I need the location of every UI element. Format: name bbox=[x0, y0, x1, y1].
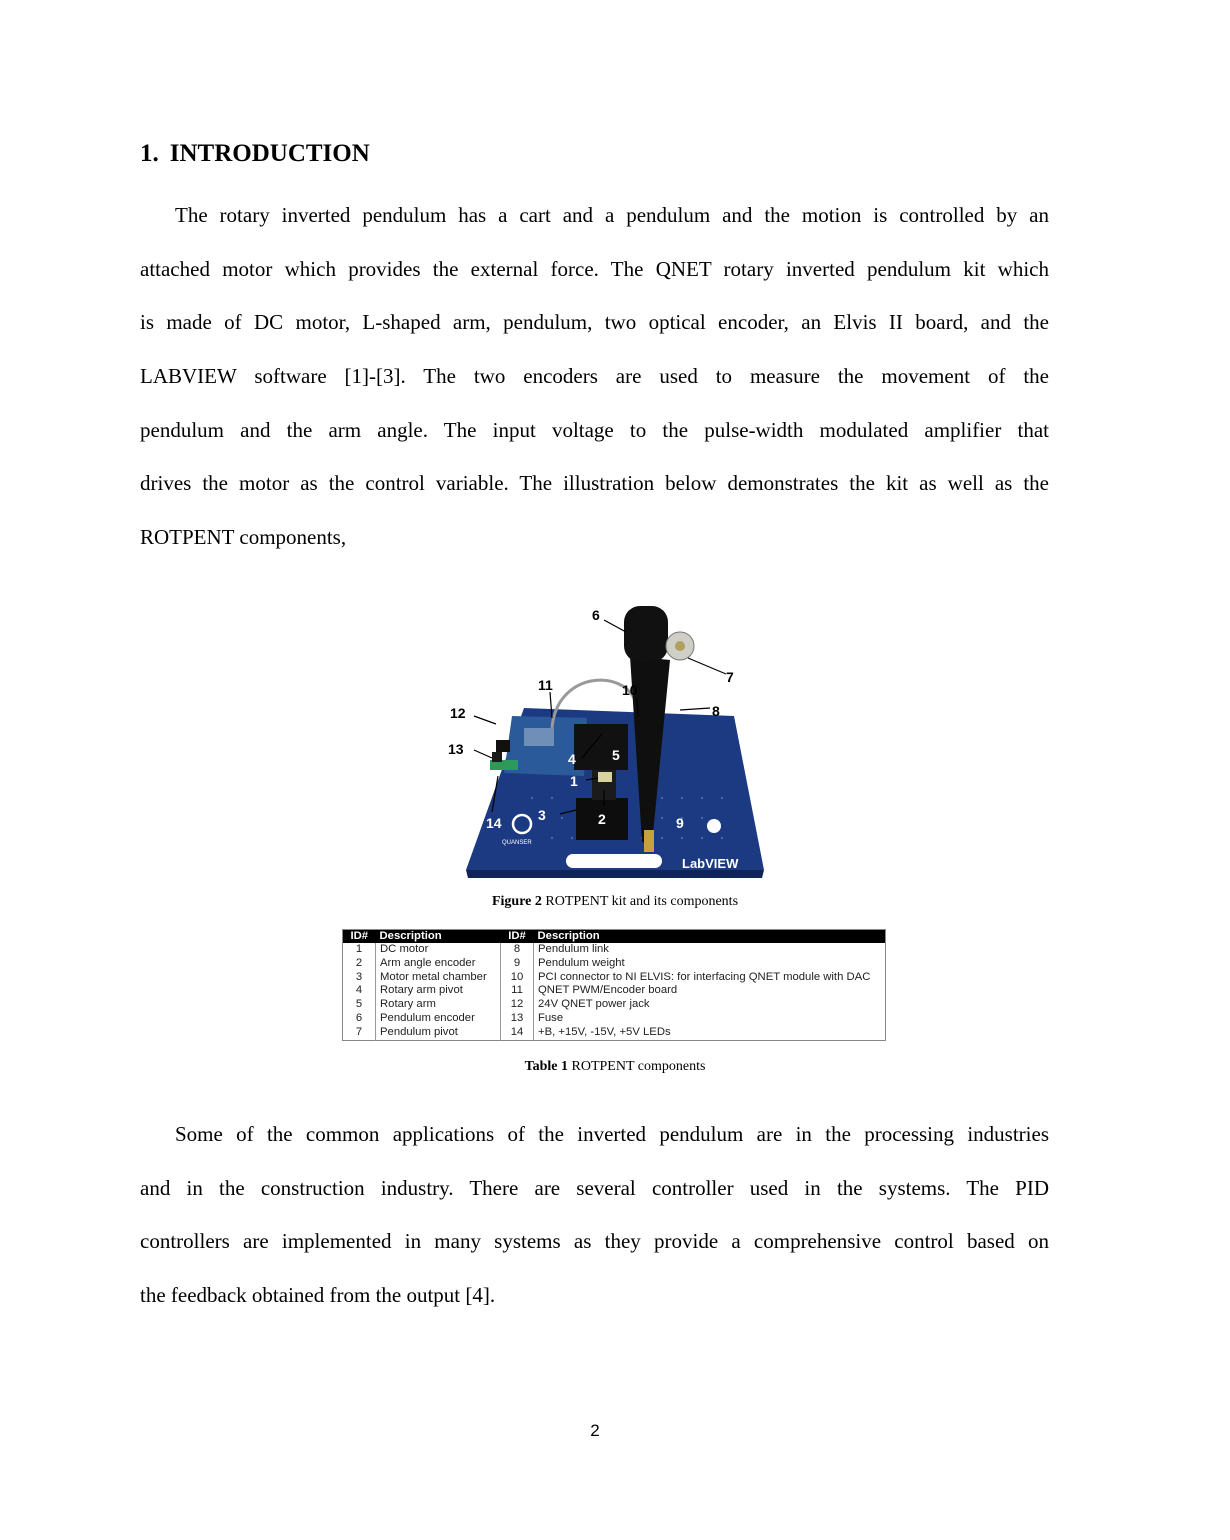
table-cell: Pendulum link bbox=[538, 943, 609, 955]
table-cell: 24V QNET power jack bbox=[538, 998, 650, 1011]
table-cell: 8 bbox=[501, 943, 534, 957]
section-number: 1. bbox=[140, 140, 159, 167]
table-cell: +B, +15V, -15V, +5V LEDs bbox=[538, 1025, 671, 1038]
callout-2: 2 bbox=[598, 811, 606, 827]
encoder-connector bbox=[598, 772, 612, 782]
pcb-chip bbox=[524, 728, 554, 746]
components-table bbox=[342, 929, 886, 1041]
table-caption bbox=[0, 1059, 1230, 1075]
callout-4: 4 bbox=[568, 751, 576, 767]
section-title: INTRODUCTION bbox=[169, 140, 370, 167]
paragraph-line: the feedback obtained from the output [4]. bbox=[140, 1283, 496, 1308]
figure-caption-text: ROTPENT kit and its components bbox=[545, 894, 739, 909]
table-cell: 14 bbox=[501, 1026, 534, 1040]
table-header-row bbox=[343, 930, 886, 944]
table-cell: Pendulum encoder bbox=[376, 1012, 501, 1026]
table-caption-label: Table 1 bbox=[524, 1059, 569, 1074]
pendulum-weight bbox=[644, 830, 654, 852]
paragraph-line: controllers are implemented in many systems as they provide a comprehensive control based on bbox=[140, 1229, 1049, 1254]
table-row bbox=[343, 957, 886, 971]
fuse bbox=[492, 752, 502, 762]
pendulum-encoder bbox=[624, 606, 668, 662]
table-cell: 6 bbox=[343, 1012, 376, 1026]
table-cell: Rotary arm bbox=[376, 998, 501, 1012]
table-cell: 1 bbox=[343, 943, 376, 957]
table-cell: DC motor bbox=[376, 943, 501, 957]
table-cell: Rotary arm pivot bbox=[376, 984, 501, 998]
column-header-description: Description bbox=[534, 930, 886, 944]
callout-14: 14 bbox=[486, 815, 502, 831]
paragraph-line: pendulum and the arm angle. The input voltage to the pulse-width modulated amplifier that bbox=[140, 417, 1049, 442]
table-cell: 4 bbox=[343, 984, 376, 998]
intro-paragraph bbox=[140, 199, 1049, 575]
callout-10: 10 bbox=[622, 682, 638, 698]
table-cell: 10 bbox=[501, 971, 534, 985]
callout-8: 8 bbox=[712, 703, 720, 719]
table-cell: 12 bbox=[501, 998, 534, 1012]
base-plate-edge bbox=[466, 870, 764, 878]
paragraph-line: Some of the common applications of the inverted pendulum are in the processing industries bbox=[175, 1122, 1049, 1146]
table-row bbox=[343, 1026, 886, 1040]
paragraph-line: The rotary inverted pendulum has a cart and a pendulum and the motion is controlled by an bbox=[175, 203, 1049, 227]
rotpent-kit-photo bbox=[448, 598, 770, 884]
callout-1: 1 bbox=[570, 773, 578, 789]
column-header-id: ID# bbox=[501, 930, 534, 944]
table-row bbox=[343, 998, 886, 1012]
table-cell: QNET PWM/Encoder board bbox=[538, 984, 678, 997]
paragraph-line: LABVIEW software [1]-[3]. The two encoders are used to measure the movement of the bbox=[140, 364, 1049, 389]
figure-caption bbox=[0, 894, 1230, 910]
callout-6: 6 bbox=[592, 607, 600, 623]
figure-caption-label: Figure 2 bbox=[491, 894, 542, 909]
paragraph-line: drives the motor as the control variable. The illustration below demonstrates the kit as well as the bbox=[140, 471, 1049, 496]
table-row bbox=[343, 943, 886, 957]
paragraph-line: is made of DC motor, L-shaped arm, pendulum, two optical encoder, an Elvis II board, and the bbox=[140, 310, 1049, 335]
table-cell: Arm angle encoder bbox=[376, 957, 501, 971]
brand-text: QUANSER bbox=[502, 840, 532, 846]
table-cell: Pendulum weight bbox=[538, 956, 625, 969]
callout-11: 11 bbox=[538, 677, 553, 693]
table-cell: Fuse bbox=[538, 1011, 564, 1024]
column-header-id: ID# bbox=[343, 930, 376, 944]
certification-mark bbox=[707, 819, 721, 833]
labview-logo: LabVIEW bbox=[682, 856, 739, 871]
callout-7: 7 bbox=[726, 669, 734, 685]
motor-housing bbox=[574, 724, 628, 770]
section-heading bbox=[140, 140, 370, 168]
table-cell: 2 bbox=[343, 957, 376, 971]
table-cell: 13 bbox=[501, 1012, 534, 1026]
table-cell: PCI connector to NI ELVIS: for interfacing QNET module with DAC bbox=[538, 970, 871, 983]
table-cell: Motor metal chamber bbox=[376, 971, 501, 985]
table-cell: 7 bbox=[343, 1026, 376, 1040]
table-cell: Pendulum pivot bbox=[376, 1026, 501, 1040]
applications-paragraph bbox=[140, 1118, 1049, 1333]
page-number: 2 bbox=[590, 1421, 600, 1440]
label-plate bbox=[566, 854, 662, 868]
paragraph-line: attached motor which provides the external force. The QNET rotary inverted pendulum kit which bbox=[140, 256, 1049, 281]
table-cell: 11 bbox=[501, 984, 534, 998]
callout-12: 12 bbox=[450, 705, 466, 721]
table-row bbox=[343, 1012, 886, 1026]
power-jack bbox=[496, 740, 510, 752]
column-header-description: Description bbox=[376, 930, 501, 944]
table-cell: 9 bbox=[501, 957, 534, 971]
table-row bbox=[343, 971, 886, 985]
table-caption-text: ROTPENT components bbox=[571, 1059, 706, 1074]
callout-9: 9 bbox=[676, 815, 684, 831]
paragraph-line: ROTPENT components, bbox=[140, 525, 347, 550]
callout-5: 5 bbox=[612, 747, 620, 763]
table-cell: 5 bbox=[343, 998, 376, 1012]
callout-13: 13 bbox=[448, 741, 464, 757]
callout-3: 3 bbox=[538, 807, 546, 823]
table-cell: 3 bbox=[343, 971, 376, 985]
paragraph-line: and in the construction industry. There are several controller used in the systems. The PID bbox=[140, 1175, 1049, 1200]
table-row bbox=[343, 984, 886, 998]
